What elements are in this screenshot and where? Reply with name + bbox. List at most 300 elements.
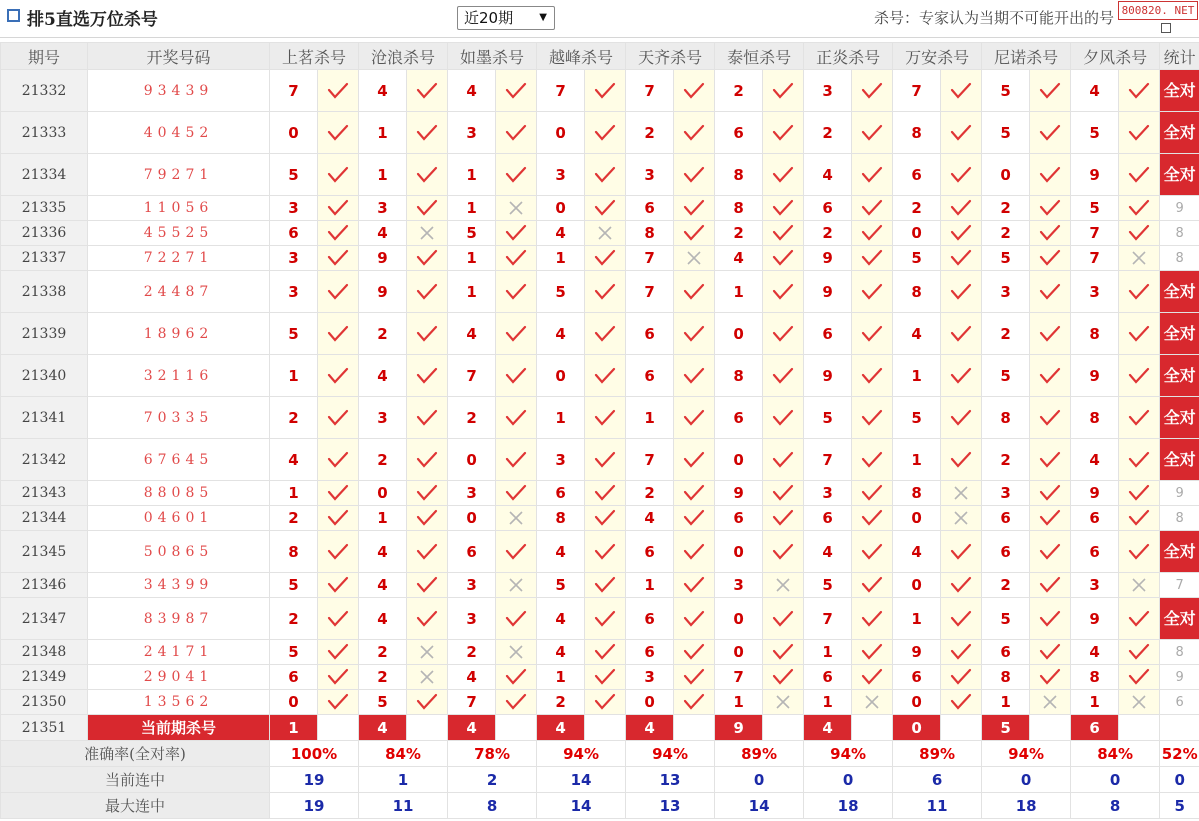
result-mark-cell [585,397,626,439]
stat-value: 94% [982,741,1071,767]
kill-number-cell: 1 [982,690,1030,715]
kill-number-cell: 3 [359,196,407,221]
kill-number-cell: 2 [982,439,1030,481]
stat-value: 8 [1071,793,1160,819]
result-mark-cell [1030,573,1071,598]
check-icon [327,199,349,217]
check-icon [1128,82,1150,100]
column-header-expert: 万安杀号 [893,43,982,70]
result-mark-cell [1119,397,1160,439]
kill-number-cell: 7 [804,439,852,481]
check-icon [861,124,883,142]
check-icon [683,283,705,301]
kill-number-cell: 0 [359,481,407,506]
result-mark-cell [318,690,359,715]
stat-value: 1 [359,767,448,793]
table-row [1,221,1199,246]
check-icon [1128,224,1150,242]
kill-number-cell: 2 [359,640,407,665]
result-mark-cell [674,313,715,355]
result-mark-cell [674,573,715,598]
kill-number-cell: 6 [715,397,763,439]
kill-number-cell: 6 [1071,506,1119,531]
result-mark-cell [496,481,537,506]
result-mark-cell [496,531,537,573]
kill-number-cell: 8 [982,665,1030,690]
result-mark-cell [674,598,715,640]
check-icon [1128,409,1150,427]
check-icon [416,484,438,502]
result-mark-cell [674,690,715,715]
current-kill-value: 1 [270,715,318,741]
draw-number-cell: 50865 [88,531,270,573]
check-icon [1128,166,1150,184]
check-icon [861,610,883,628]
check-icon [505,693,527,711]
kill-number-cell: 3 [804,481,852,506]
kill-number-cell: 4 [1071,640,1119,665]
result-mark-cell [1119,154,1160,196]
result-mark-cell [585,271,626,313]
current-kill-value: 4 [804,715,852,741]
result-mark-cell [1030,665,1071,690]
result-mark-cell [496,70,537,112]
kill-number-cell: 6 [982,640,1030,665]
check-icon [505,82,527,100]
cross-icon [419,669,435,685]
check-icon [861,249,883,267]
kill-number-cell: 6 [893,154,941,196]
result-mark-cell [585,481,626,506]
result-mark-cell [763,506,804,531]
issue-cell: 21335 [1,196,88,221]
result-mark-cell [407,271,448,313]
issue-cell: 21351 [1,715,88,741]
stat-value: 2 [448,767,537,793]
check-icon [594,509,616,527]
kill-number-cell: 2 [448,397,496,439]
current-streak-row [1,767,1199,793]
result-mark-cell [585,246,626,271]
kill-number-cell: 1 [359,112,407,154]
check-icon [1039,668,1061,686]
check-icon [416,199,438,217]
check-icon [327,224,349,242]
check-icon [327,166,349,184]
kill-number-cell: 9 [804,246,852,271]
stat-count-cell: 9 [1160,665,1199,690]
result-mark-cell [585,112,626,154]
cross-icon [953,510,969,526]
kill-number-cell: 0 [982,154,1030,196]
check-icon [772,224,794,242]
check-icon [327,249,349,267]
draw-number-cell: 11056 [88,196,270,221]
period-select-value: 近20期 [464,9,514,27]
check-icon [594,166,616,184]
kill-number-cell: 5 [270,313,318,355]
stat-row-label: 准确率(全对率) [1,741,270,767]
result-mark-cell [585,355,626,397]
issue-cell: 21336 [1,221,88,246]
check-icon [683,484,705,502]
check-icon [327,693,349,711]
check-icon [772,367,794,385]
kill-number-cell: 5 [982,70,1030,112]
issue-cell: 21340 [1,355,88,397]
check-icon [683,693,705,711]
draw-number-cell: 72271 [88,246,270,271]
table-row [1,531,1199,573]
kill-number-cell: 4 [359,598,407,640]
kill-number-cell: 2 [982,313,1030,355]
check-icon [950,199,972,217]
stat-value: 14 [537,793,626,819]
result-mark-cell [407,506,448,531]
stat-value: 18 [982,793,1071,819]
kill-number-cell: 0 [626,690,674,715]
kill-number-cell: 7 [715,665,763,690]
issue-cell: 21334 [1,154,88,196]
draw-number-cell: 67645 [88,439,270,481]
result-mark-cell [407,439,448,481]
result-mark-cell [496,355,537,397]
cross-icon [419,225,435,241]
kill-number-cell: 1 [537,665,585,690]
stat-value: 8 [448,793,537,819]
check-icon [950,409,972,427]
result-mark-cell [407,313,448,355]
all-correct-badge: 全对 [1160,271,1199,313]
kill-number-cell: 3 [1071,573,1119,598]
result-mark-cell [941,70,982,112]
kill-number-cell: 4 [804,531,852,573]
result-mark-cell [585,506,626,531]
check-icon [1039,82,1061,100]
result-mark-cell [674,271,715,313]
kill-number-cell: 5 [270,640,318,665]
current-kill-value: 5 [982,715,1030,741]
check-icon [950,249,972,267]
stat-value: 0 [982,767,1071,793]
kill-number-cell: 4 [359,355,407,397]
kill-number-cell: 3 [448,598,496,640]
all-correct-badge: 全对 [1160,397,1199,439]
result-mark-cell [407,598,448,640]
check-icon [594,124,616,142]
check-icon [416,409,438,427]
kill-number-cell: 4 [270,439,318,481]
kill-number-cell: 1 [270,355,318,397]
result-mark-cell [1119,196,1160,221]
kill-number-cell: 6 [715,112,763,154]
kill-number-cell: 1 [626,573,674,598]
kill-number-cell: 6 [982,506,1030,531]
check-icon [683,509,705,527]
check-icon [683,409,705,427]
kill-number-cell: 9 [804,355,852,397]
column-header-draw: 开奖号码 [88,43,270,70]
check-icon [772,509,794,527]
issue-cell: 21342 [1,439,88,481]
check-icon [683,451,705,469]
check-icon [416,576,438,594]
result-mark-cell [1119,221,1160,246]
check-icon [683,610,705,628]
check-icon [861,283,883,301]
kill-number-cell: 6 [893,665,941,690]
result-mark-cell [585,70,626,112]
stat-value: 11 [359,793,448,819]
result-mark-cell [585,196,626,221]
collapse-icon[interactable] [1161,23,1171,33]
kill-number-cell: 5 [359,690,407,715]
stat-value: 84% [359,741,448,767]
kill-number-cell: 2 [804,221,852,246]
column-header-expert: 沧浪杀号 [359,43,448,70]
check-icon [327,451,349,469]
draw-number-cell: 79271 [88,154,270,196]
kill-number-cell: 1 [537,397,585,439]
kill-number-cell: 3 [626,154,674,196]
table-row [1,397,1199,439]
all-correct-badge: 全对 [1160,154,1199,196]
kill-number-cell: 0 [893,506,941,531]
issue-cell: 21343 [1,481,88,506]
kill-number-cell: 1 [893,598,941,640]
result-mark-cell [1030,271,1071,313]
result-mark-cell [407,355,448,397]
check-icon [327,367,349,385]
issue-cell: 21341 [1,397,88,439]
stat-count-cell: 7 [1160,573,1199,598]
kill-number-cell: 7 [626,439,674,481]
all-correct-badge: 全对 [1160,313,1199,355]
checkbox-icon[interactable] [7,9,20,22]
kill-number-cell: 4 [893,313,941,355]
stat-value: 100% [270,741,359,767]
kill-number-cell: 4 [537,221,585,246]
kill-number-cell: 8 [715,154,763,196]
column-header-expert: 正炎杀号 [804,43,893,70]
result-mark-cell [318,271,359,313]
result-mark-cell [407,531,448,573]
kill-number-cell: 4 [537,640,585,665]
stat-total: 0 [1160,767,1199,793]
check-icon [1039,484,1061,502]
stat-value: 11 [893,793,982,819]
result-mark-cell [763,573,804,598]
kill-number-cell: 3 [448,481,496,506]
check-icon [772,283,794,301]
result-mark-cell [1030,154,1071,196]
issue-cell: 21333 [1,112,88,154]
check-icon [594,367,616,385]
issue-cell: 21348 [1,640,88,665]
check-icon [416,693,438,711]
cross-icon [419,644,435,660]
result-mark-cell [941,690,982,715]
result-mark-cell [763,640,804,665]
check-icon [594,325,616,343]
issue-cell: 21347 [1,598,88,640]
result-mark-cell [1119,598,1160,640]
kill-number-cell: 5 [982,355,1030,397]
result-mark-cell [763,665,804,690]
current-kill-value: 9 [715,715,763,741]
table-row [1,506,1199,531]
check-icon [327,283,349,301]
result-mark-cell [496,439,537,481]
result-mark-cell [1030,506,1071,531]
kill-number-cell: 6 [626,313,674,355]
kill-number-cell: 3 [804,70,852,112]
kill-number-cell: 3 [715,573,763,598]
kill-number-cell: 4 [448,665,496,690]
result-mark-cell [852,690,893,715]
kill-number-cell: 1 [1071,690,1119,715]
result-mark-cell [852,70,893,112]
kill-number-cell: 1 [270,481,318,506]
kill-number-cell: 1 [537,246,585,271]
column-header-expert: 越峰杀号 [537,43,626,70]
all-correct-badge: 全对 [1160,70,1199,112]
kill-number-cell: 8 [893,271,941,313]
check-icon [505,451,527,469]
result-mark-cell [1030,221,1071,246]
result-mark-cell [674,640,715,665]
result-mark-cell [852,271,893,313]
result-mark-cell [407,573,448,598]
kill-number-cell: 2 [359,439,407,481]
table-row [1,481,1199,506]
kill-number-cell: 5 [537,573,585,598]
stat-count-cell: 8 [1160,506,1199,531]
blank-cell [407,715,448,741]
check-icon [505,283,527,301]
result-mark-cell [852,665,893,690]
kill-number-cell: 6 [804,313,852,355]
draw-number-cell: 24171 [88,640,270,665]
result-mark-cell [1030,196,1071,221]
check-icon [327,509,349,527]
all-correct-badge: 全对 [1160,112,1199,154]
column-header-stat: 统计 [1160,43,1199,70]
kill-number-cell: 5 [1071,112,1119,154]
kill-number-cell: 7 [893,70,941,112]
check-icon [505,249,527,267]
result-mark-cell [852,573,893,598]
kill-number-cell: 7 [448,690,496,715]
blank-cell [1160,715,1199,741]
draw-number-cell: 32116 [88,355,270,397]
check-icon [950,451,972,469]
check-icon [861,409,883,427]
kill-number-cell: 6 [804,506,852,531]
stat-value: 0 [715,767,804,793]
result-mark-cell [1030,598,1071,640]
result-mark-cell [1030,355,1071,397]
stat-value: 94% [626,741,715,767]
period-select[interactable] [457,6,555,30]
kill-number-cell: 4 [893,531,941,573]
result-mark-cell [585,573,626,598]
result-mark-cell [1030,640,1071,665]
check-icon [1128,643,1150,661]
check-icon [772,484,794,502]
check-icon [683,325,705,343]
result-mark-cell [852,439,893,481]
table-row [1,640,1199,665]
result-mark-cell [763,531,804,573]
result-mark-cell [496,690,537,715]
issue-cell: 21337 [1,246,88,271]
check-icon [683,367,705,385]
blank-cell [763,715,804,741]
check-icon [950,367,972,385]
kill-number-cell: 3 [270,246,318,271]
kill-number-cell: 3 [982,481,1030,506]
result-mark-cell [496,640,537,665]
kill-number-cell: 1 [448,246,496,271]
all-correct-badge: 全对 [1160,598,1199,640]
cross-icon [508,577,524,593]
kill-number-cell: 0 [448,439,496,481]
kill-number-cell: 9 [359,271,407,313]
draw-number-cell: 18962 [88,313,270,355]
table-row [1,70,1199,112]
kill-number-cell: 2 [537,690,585,715]
kill-number-cell: 2 [359,665,407,690]
result-mark-cell [496,246,537,271]
result-mark-cell [763,439,804,481]
kill-number-cell: 5 [982,598,1030,640]
check-icon [1128,484,1150,502]
check-icon [1039,249,1061,267]
table-row [1,598,1199,640]
kill-number-cell: 2 [359,313,407,355]
kill-number-cell: 2 [626,112,674,154]
kill-number-cell: 6 [626,196,674,221]
check-icon [1128,668,1150,686]
check-icon [594,543,616,561]
kill-number-cell: 7 [804,598,852,640]
check-icon [1039,576,1061,594]
result-mark-cell [1030,112,1071,154]
check-icon [1039,325,1061,343]
current-kill-value: 4 [537,715,585,741]
kill-number-cell: 4 [359,221,407,246]
kill-number-cell: 6 [270,665,318,690]
kill-number-cell: 2 [626,481,674,506]
result-mark-cell [1119,355,1160,397]
check-icon [772,199,794,217]
table-row [1,154,1199,196]
result-mark-cell [318,397,359,439]
result-mark-cell [318,531,359,573]
check-icon [772,82,794,100]
check-icon [772,610,794,628]
kill-number-cell: 0 [893,573,941,598]
kill-number-cell: 7 [448,355,496,397]
check-icon [594,484,616,502]
blank-cell [496,715,537,741]
result-mark-cell [407,112,448,154]
kill-number-cell: 5 [270,573,318,598]
kill-number-cell: 8 [537,506,585,531]
kill-number-cell: 5 [982,112,1030,154]
kill-number-cell: 6 [982,531,1030,573]
